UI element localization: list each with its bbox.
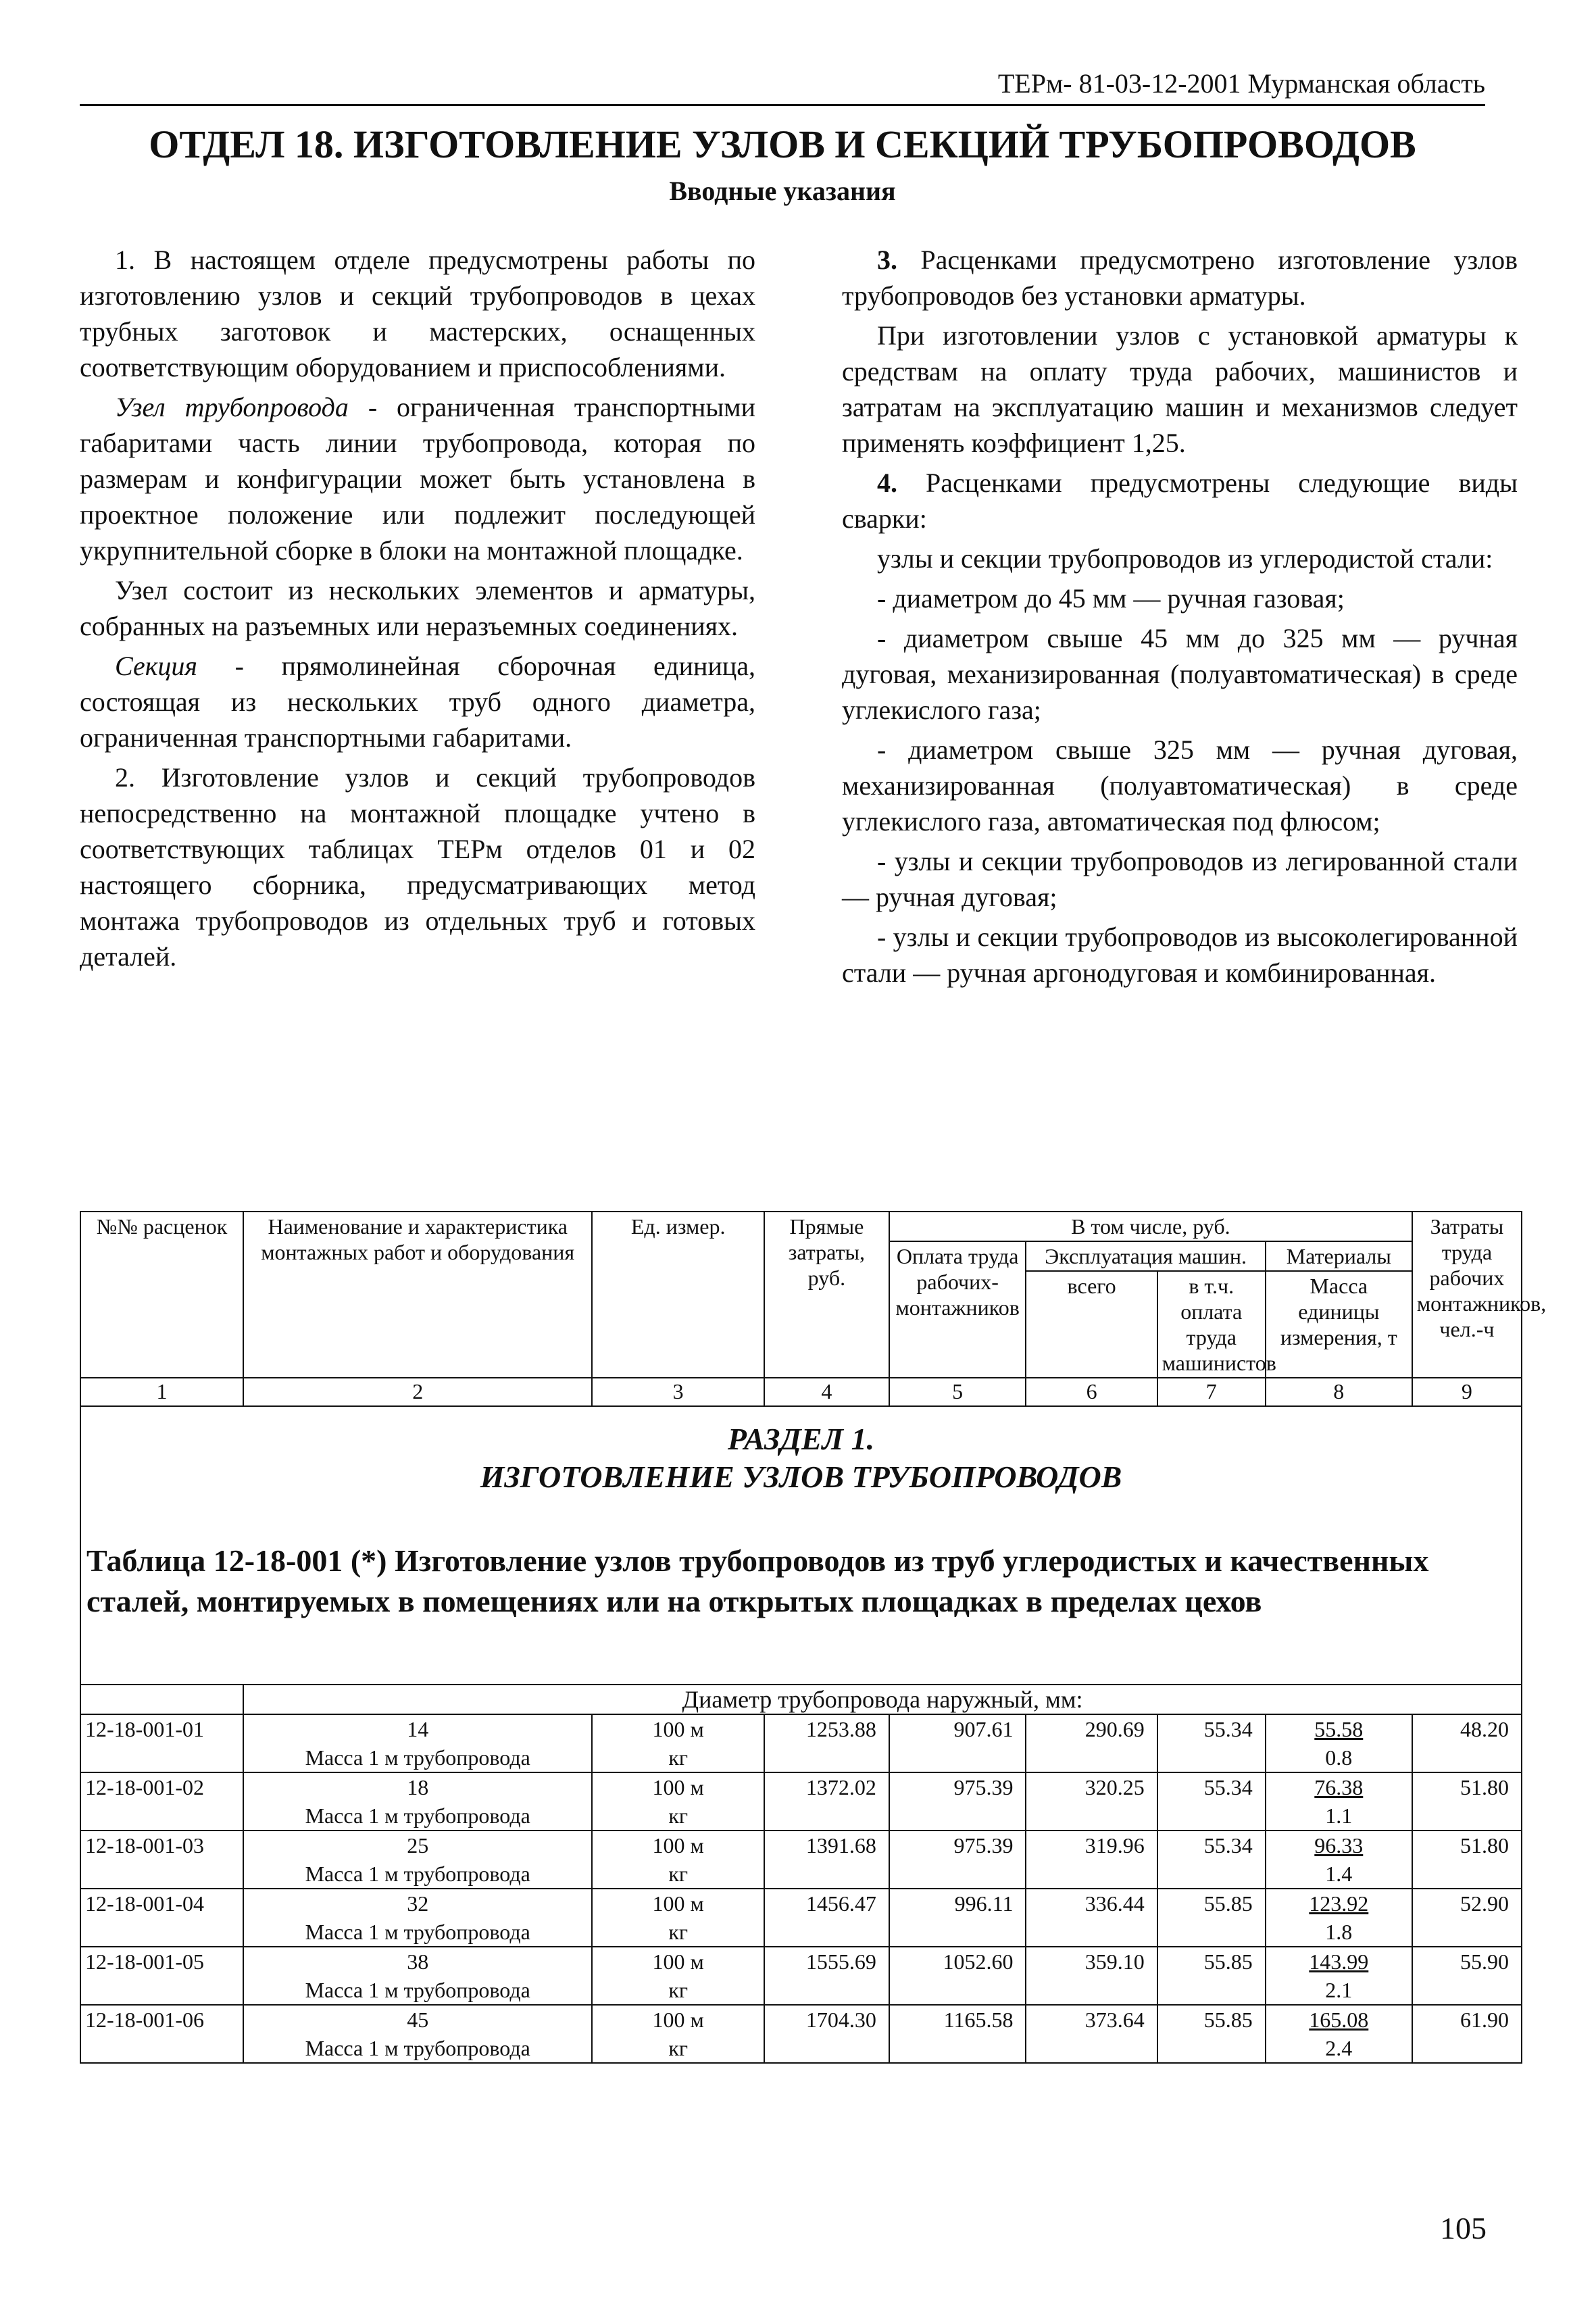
cell-mat: 76.38 — [1266, 1772, 1412, 1801]
cell-mat: 143.99 — [1266, 1947, 1412, 1976]
header-incl-op: в т.ч. оплата труда машинистов — [1157, 1271, 1266, 1378]
cell-mass: 1.4 — [1266, 1860, 1412, 1889]
cell-mach: 319.96 — [1026, 1831, 1157, 1889]
table-row — [80, 1772, 1522, 1801]
cell-unit: 100 м — [592, 1831, 764, 1860]
cell-code: 12-18-001-03 — [80, 1831, 243, 1889]
page-number: 105 — [1440, 2211, 1487, 2245]
index-row: 1 2 3 4 5 6 7 8 9 — [80, 1378, 1522, 1406]
paragraph: - узлы и секции трубопроводов из высоколегированной стали — ручная аргонодуговая и комбинированная. — [842, 922, 1518, 988]
paragraph: 1. В настоящем отделе предусмотрены работы по изготовлению узлов и секций трубопроводов в цехах трубных заготовок и мастерских, оснащенных соответствующим оборудованием и приспособлениями. — [80, 245, 756, 382]
cell-labor: 975.39 — [889, 1772, 1026, 1831]
cell-mat: 55.58 — [1266, 1714, 1412, 1743]
term-uzel: Узел трубопровода — [115, 392, 349, 422]
cell-mach-op: 55.85 — [1157, 2005, 1266, 2063]
cell-labor: 1165.58 — [889, 2005, 1026, 2063]
cell-mass-unit: кг — [592, 1918, 764, 1947]
cell-code: 12-18-001-02 — [80, 1772, 243, 1831]
cell-hours: 55.90 — [1412, 1947, 1522, 2005]
doc-id: ТЕРм- 81-03-12-2001 Мурманская область — [997, 68, 1485, 99]
cell-mat: 96.33 — [1266, 1831, 1412, 1860]
paragraph: - диаметром свыше 325 мм — ручная дуговая, механизированная (полуавтоматическая) в среде углекислого газа, автоматическая под флюсом; — [842, 735, 1518, 837]
cell-direct: 1253.88 — [764, 1714, 889, 1772]
header-labor-cost: Затраты труда рабочих монтажников, чел.-ч — [1412, 1212, 1522, 1378]
paragraph: - диаметром свыше 45 мм до 325 мм — ручная дуговая, механизированная (полуавтоматическая) в среде углекислого газа; — [842, 623, 1518, 725]
header-incl: В том числе, руб. — [889, 1212, 1412, 1241]
paragraph: 2. Изготовление узлов и секций трубопроводов непосредственно на монтажной площадке учтено в соответствующих таблицах ТЕРм отделов 01 и 02 настоящего сборника, предусматривающих метод монтажа трубопроводов из отдельных труб и готовых деталей. — [80, 762, 755, 972]
cell-hours: 51.80 — [1412, 1831, 1522, 1889]
header-mass-unit: Масса единицы измерения, т — [1266, 1271, 1412, 1378]
page-title: ОТДЕЛ 18. ИЗГОТОВЛЕНИЕ УЗЛОВ И СЕКЦИЙ ТРУБОПРОВОДОВ — [149, 122, 1416, 166]
rate-table — [80, 1211, 1547, 2064]
table-row — [80, 2005, 1522, 2034]
cell-mach: 336.44 — [1026, 1889, 1157, 1947]
paragraph: 4. Расценками предусмотрены следующие виды сварки: — [842, 468, 1518, 534]
cell-mach-op: 55.85 — [1157, 1947, 1266, 2005]
header-machine: Эксплуатация машин. — [1026, 1241, 1265, 1271]
table-row — [80, 1831, 1522, 1860]
paragraph: 3. Расценками предусмотрено изготовление узлов трубопроводов без установки арматуры. — [842, 245, 1518, 311]
cell-diam: 45 — [243, 2005, 592, 2034]
cell-hours: 48.20 — [1412, 1714, 1522, 1772]
cell-mass: 1.1 — [1266, 1801, 1412, 1831]
cell-mach-op: 55.34 — [1157, 1831, 1266, 1889]
cell-code: 12-18-001-01 — [80, 1714, 243, 1772]
cell-mass-label: Масса 1 м трубопровода — [243, 1976, 592, 2005]
left-column — [80, 242, 755, 978]
table-caption: Таблица 12-18-001 (*) Изготовление узлов трубопроводов из труб углеродистых и качественных сталей, монтируемых в помещениях или на открытых площадках в пределах цехов — [86, 1543, 1429, 1618]
cell-mach-op: 55.85 — [1157, 1889, 1266, 1947]
cell-mass-unit: кг — [592, 1976, 764, 2005]
cell-mass-unit: кг — [592, 1860, 764, 1889]
cell-mass: 2.1 — [1266, 1976, 1412, 2005]
cell-mat: 165.08 — [1266, 2005, 1412, 2034]
cell-direct: 1456.47 — [764, 1889, 889, 1947]
cell-mass-label: Масса 1 м трубопровода — [243, 2034, 592, 2063]
header-total: всего — [1026, 1271, 1157, 1378]
table-row — [80, 1889, 1522, 1918]
cell-code: 12-18-001-05 — [80, 1947, 243, 2005]
cell-mass: 0.8 — [1266, 1743, 1412, 1772]
diameter-label: Диаметр трубопровода наружный, мм: — [243, 1685, 1522, 1714]
cell-hours: 52.90 — [1412, 1889, 1522, 1947]
section-subtitle: ИЗГОТОВЛЕНИЕ УЗЛОВ ТРУБОПРОВОДОВ — [480, 1460, 1122, 1494]
cell-mach: 320.25 — [1026, 1772, 1157, 1831]
cell-mach: 373.64 — [1026, 2005, 1157, 2063]
paragraph: При изготовлении узлов с установкой арматуры к средствам на оплату труда рабочих, машинистов и затратам на эксплуатацию машин и механизмов следует применять коэффициент 1,25. — [842, 320, 1518, 458]
page-header — [80, 66, 1485, 106]
table-row — [80, 1947, 1522, 1976]
paragraph: Узел трубопровода - ограниченная транспортными габаритами часть линии трубопровода, которая по размерам и конфигурации может быть установлена в проектное положение или подлежит последующей укрупнительной сборке в блоки на монтажной площадке. — [80, 392, 756, 566]
section-title: РАЗДЕЛ 1. — [727, 1422, 875, 1456]
cell-mass-unit: кг — [592, 1801, 764, 1831]
diameter-row — [80, 1685, 1522, 1714]
paragraph: узлы и секции трубопроводов из углеродистой стали: — [877, 543, 1493, 574]
cell-mass-label: Масса 1 м трубопровода — [243, 1743, 592, 1772]
cell-labor: 1052.60 — [889, 1947, 1026, 2005]
paragraph: - узлы и секции трубопроводов из легированной стали — ручная дуговая; — [842, 846, 1518, 912]
cell-direct: 1704.30 — [764, 2005, 889, 2063]
cell-direct: 1391.68 — [764, 1831, 889, 1889]
cell-unit: 100 м — [592, 1947, 764, 1976]
cell-diam: 32 — [243, 1889, 592, 1918]
paragraph: Узел состоит из нескольких элементов и арматуры, собранных на разъемных или неразъемных соединениях. — [80, 575, 755, 641]
cell-unit: 100 м — [592, 1772, 764, 1801]
cell-unit: 100 м — [592, 1714, 764, 1743]
cell-mach: 290.69 — [1026, 1714, 1157, 1772]
page-subtitle: Вводные указания — [669, 176, 896, 206]
cell-diam: 25 — [243, 1831, 592, 1860]
header-labor-pay: Оплата труда рабочих-монтажников — [889, 1241, 1026, 1378]
header-unit: Ед. измер. — [592, 1212, 764, 1378]
cell-unit: 100 м — [592, 1889, 764, 1918]
rate-rows — [80, 1714, 1522, 2063]
cell-direct: 1555.69 — [764, 1947, 889, 2005]
cell-diam: 14 — [243, 1714, 592, 1743]
cell-code: 12-18-001-04 — [80, 1889, 243, 1947]
cell-mass-unit: кг — [592, 2034, 764, 2063]
cell-hours: 61.90 — [1412, 2005, 1522, 2063]
paragraph: - диаметром до 45 мм — ручная газовая; — [877, 583, 1345, 614]
cell-hours: 51.80 — [1412, 1772, 1522, 1831]
right-column — [842, 242, 1518, 995]
header-code: №№ расценок — [80, 1212, 243, 1378]
section-row — [80, 1406, 1522, 1685]
cell-direct: 1372.02 — [764, 1772, 889, 1831]
table-row — [80, 1714, 1522, 1743]
cell-diam: 18 — [243, 1772, 592, 1801]
cell-labor: 996.11 — [889, 1889, 1026, 1947]
cell-unit: 100 м — [592, 2005, 764, 2034]
cell-mass-label: Масса 1 м трубопровода — [243, 1918, 592, 1947]
cell-mass-label: Масса 1 м трубопровода — [243, 1860, 592, 1889]
cell-code: 12-18-001-06 — [80, 2005, 243, 2063]
cell-mach: 359.10 — [1026, 1947, 1157, 2005]
cell-diam: 38 — [243, 1947, 592, 1976]
header-name: Наименование и характеристика монтажных работ и оборудования — [243, 1212, 592, 1378]
cell-mass-unit: кг — [592, 1743, 764, 1772]
cell-mass: 2.4 — [1266, 2034, 1412, 2063]
header-materials: Материалы — [1266, 1241, 1412, 1271]
cell-mass-label: Масса 1 м трубопровода — [243, 1801, 592, 1831]
cell-labor: 975.39 — [889, 1831, 1026, 1889]
header-direct: Прямые затраты, руб. — [764, 1212, 889, 1378]
cell-mach-op: 55.34 — [1157, 1772, 1266, 1831]
cell-mat: 123.92 — [1266, 1889, 1412, 1918]
paragraph: Секция - прямолинейная сборочная единица, состоящая из нескольких труб одного диаметра, ограниченная транспортными габаритами. — [80, 651, 756, 753]
term-sektsiya: Секция — [115, 651, 198, 681]
cell-mass: 1.8 — [1266, 1918, 1412, 1947]
cell-mach-op: 55.34 — [1157, 1714, 1266, 1772]
cell-labor: 907.61 — [889, 1714, 1026, 1772]
